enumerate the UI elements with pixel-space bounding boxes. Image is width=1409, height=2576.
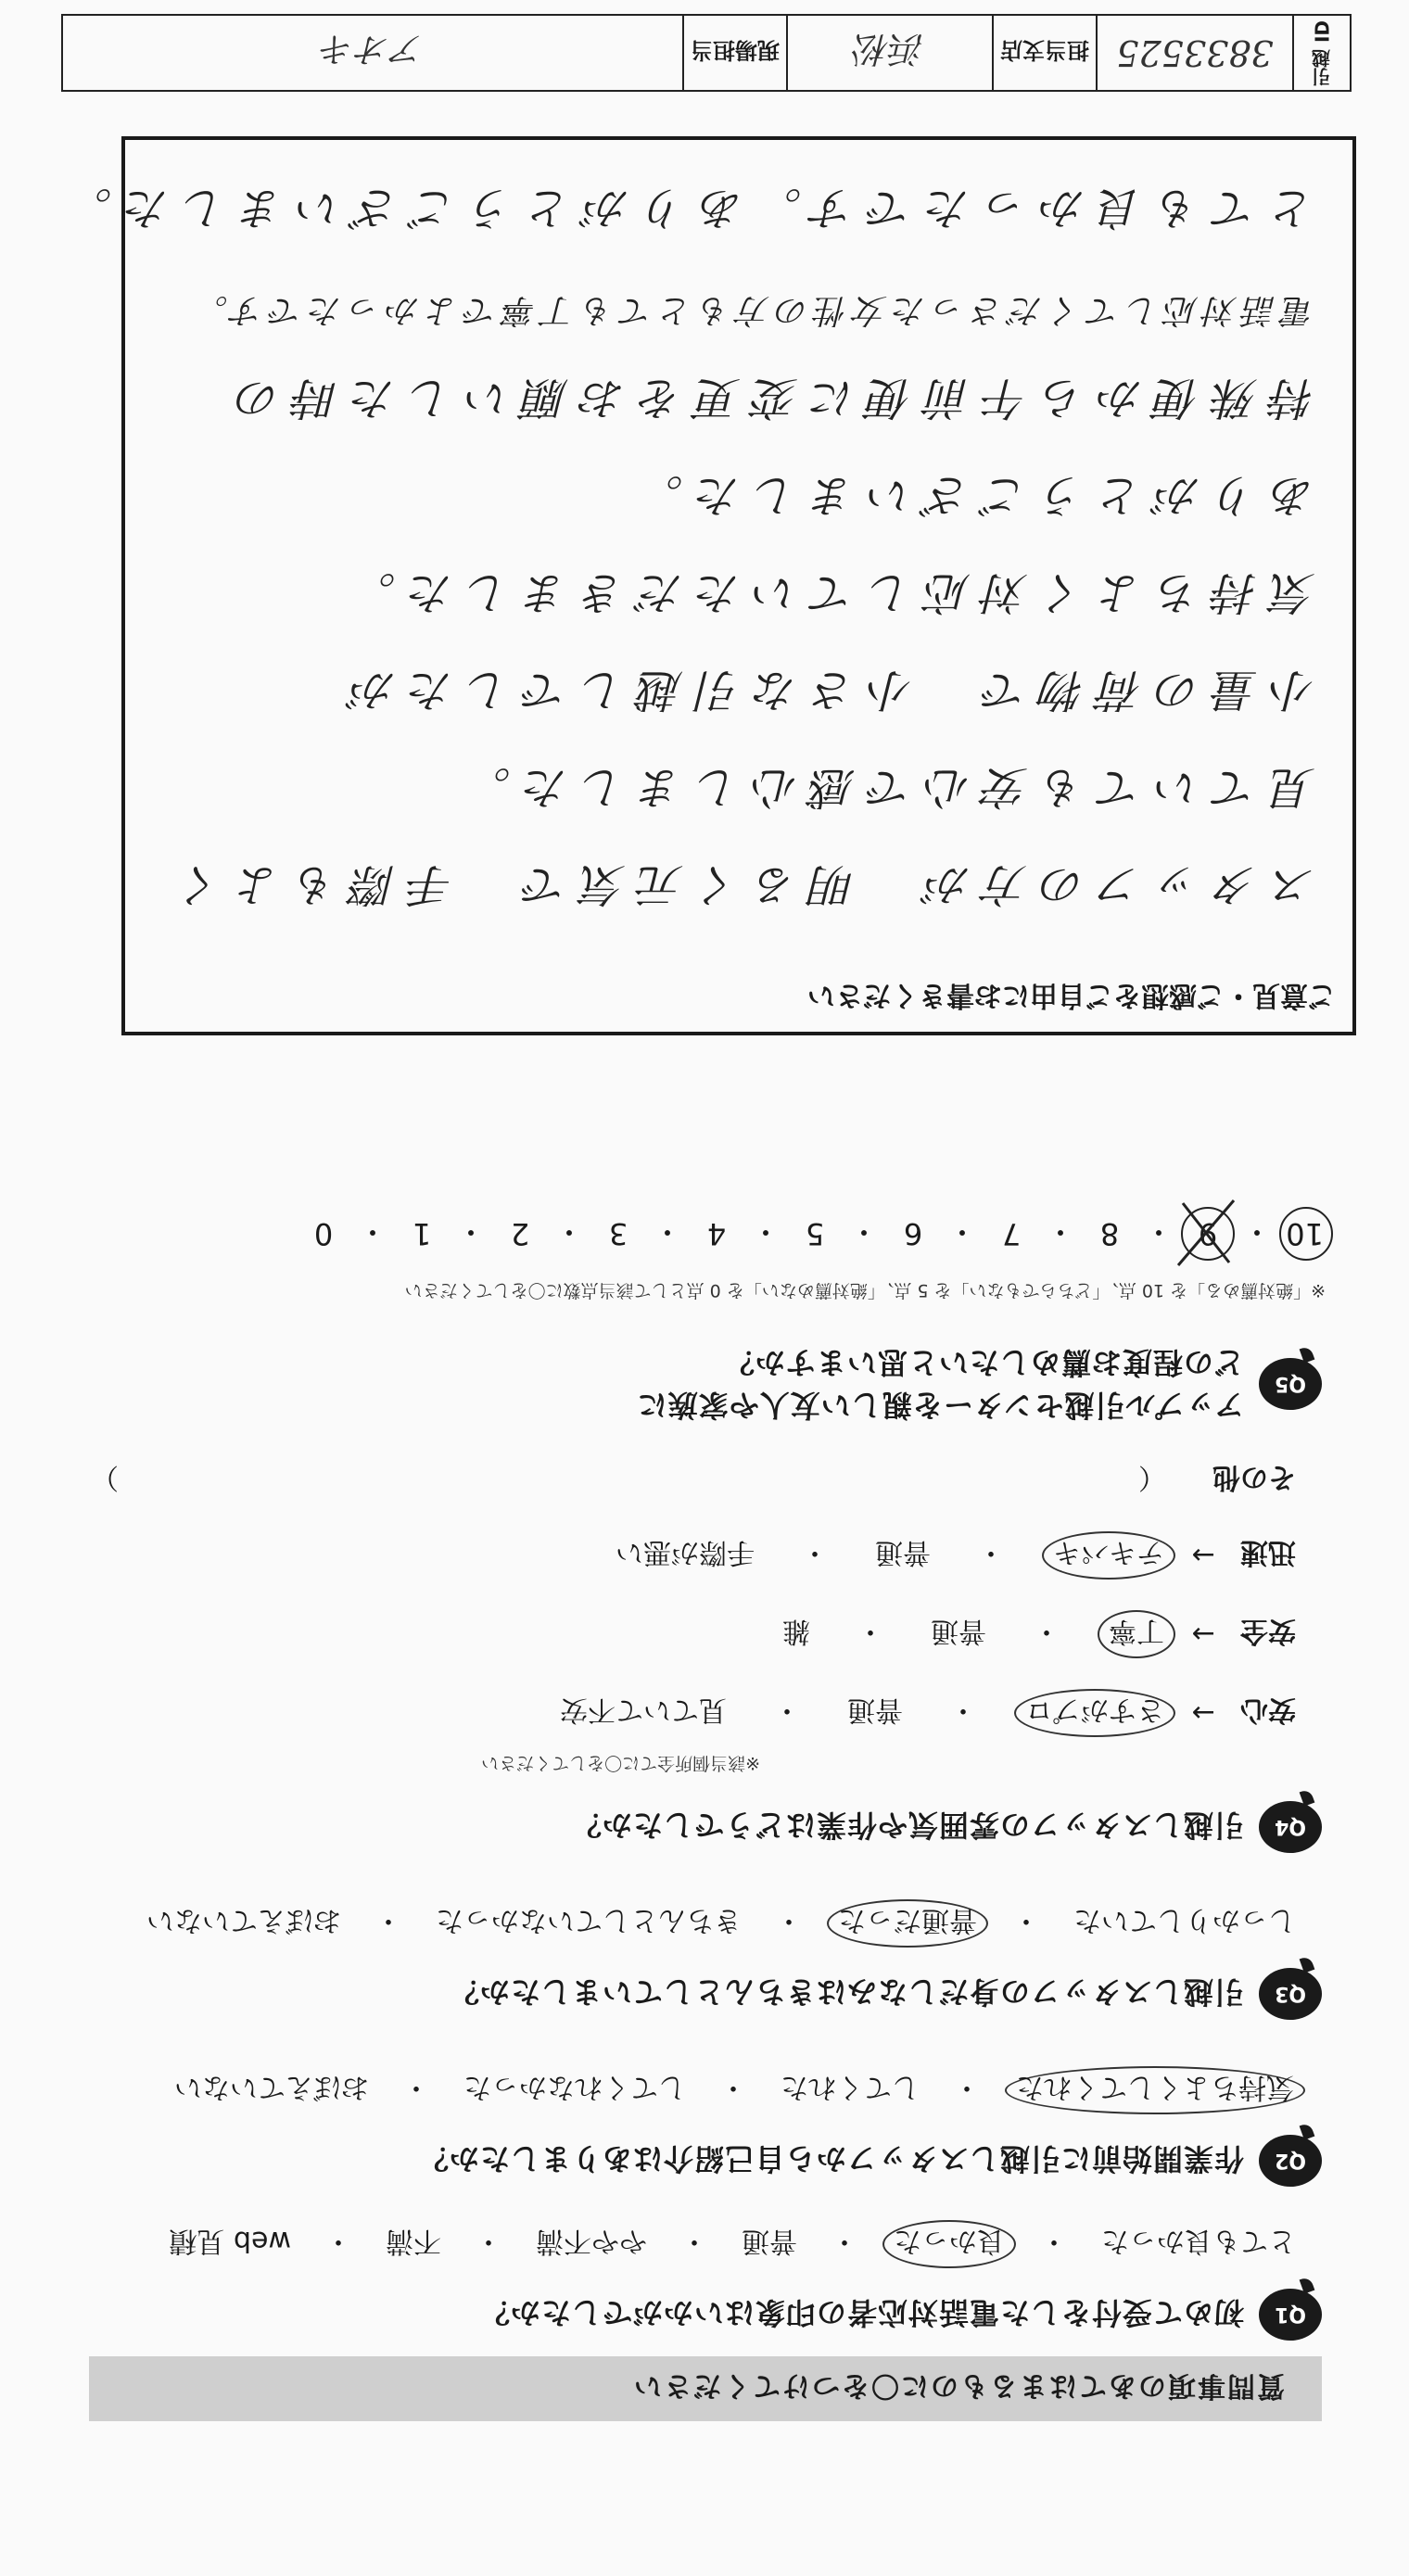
q3-option-4[interactable]: おぼえていない: [146, 1904, 341, 1936]
q1-options: とても良かった ・ 良かった ・ 普通 ・ やや不満 ・ 不満 ・ web 見積: [159, 2220, 1305, 2268]
comment-line-5: ありがとうございました。: [625, 469, 1315, 521]
q3-option-2[interactable]: 普通だった: [827, 1899, 988, 1948]
arrow-icon: →: [1191, 1539, 1215, 1572]
comment-title: ご意見・ご感想をご自由にお書きください: [807, 979, 1336, 1011]
q4-row-3-label: 迅速: [1240, 1536, 1296, 1568]
q4-heading: [571, 1801, 1322, 1853]
q3-question: 引越しスタッフの身だしなみはきちんとしていましたか？: [448, 1974, 1244, 2010]
q4-row-1-option-1[interactable]: さすがプロ: [1014, 1689, 1175, 1737]
comment-line-8: とても良かったです。ありがとうございました。: [54, 182, 1315, 234]
scale-9-label: 9: [1198, 1216, 1218, 1251]
staff-label: 現場担当: [682, 16, 786, 90]
q1-option-3[interactable]: 普通: [742, 2225, 797, 2257]
q3-options: しっかりしていた ・ 普通だった ・ きちんとしていなかった ・ おぼえていない: [137, 1899, 1305, 1948]
q5-heading: [637, 1341, 1322, 1427]
q5-number: Q5: [1275, 1372, 1307, 1396]
q4-row-2-option-1[interactable]: 丁寧: [1098, 1610, 1175, 1658]
comment-line-3: 小量の荷物で 小さな引越しでしたが: [337, 664, 1315, 716]
comment-line-4: 気持ちよく対応していただきました。: [337, 566, 1315, 618]
q4-other-open: （: [1138, 1461, 1166, 1493]
q3-number: Q3: [1275, 1982, 1307, 2006]
scale-4[interactable]: [699, 1216, 734, 1251]
id-value[interactable]: 3833525: [1096, 16, 1292, 90]
scale-1[interactable]: [404, 1216, 439, 1251]
q2-number: Q2: [1275, 2149, 1307, 2173]
id-table: [61, 14, 1352, 92]
q5-badge: [1259, 1358, 1322, 1410]
comment-box[interactable]: [54, 136, 1356, 1035]
q4-other-row: [91, 1460, 1296, 1501]
q2-question: 作業開始前に引越しスタッフから自己紹介はありましたか？: [417, 2141, 1244, 2176]
comment-line-2: 見ていても安心で感心しました。: [452, 761, 1315, 813]
q4-row-1-label: 安心: [1240, 1694, 1296, 1726]
q2-option-4[interactable]: おぼえていない: [174, 2071, 369, 2103]
q2-options: 気持ちよくしてくれた ・ してくれた ・ してくれなかった ・ おぼえていない: [165, 2066, 1305, 2114]
comment-line-6: 特殊便から午前便に変更をお願いした時の: [222, 372, 1315, 424]
scale-1-label: 1: [412, 1216, 432, 1251]
comment-line-7: 電話対応してくださった女性の方もとても丁寧でよかったです。: [188, 291, 1315, 329]
q1-option-6[interactable]: web 見積: [169, 2225, 291, 2257]
q4-row-3-option-3[interactable]: 手際が悪い: [616, 1536, 755, 1568]
q1-option-5[interactable]: 不満: [386, 2225, 441, 2257]
q2-option-1[interactable]: 気持ちよくしてくれた: [1005, 2066, 1305, 2114]
q1-option-2[interactable]: 良かった: [882, 2220, 1016, 2268]
q1-number: Q1: [1275, 2303, 1307, 2327]
q4-row-2-label: 安全: [1240, 1615, 1296, 1647]
q3-badge: [1259, 1968, 1322, 2020]
q4-other-close: ）: [91, 1461, 119, 1493]
q2-option-2[interactable]: してくれた: [781, 2071, 920, 2103]
scale-6[interactable]: [895, 1216, 931, 1251]
scale-0-label: 0: [313, 1216, 334, 1251]
scale-7[interactable]: [994, 1216, 1029, 1251]
staff-value[interactable]: アオキ: [320, 29, 425, 70]
q3-heading: [449, 1968, 1322, 2020]
scale-3-label: 3: [608, 1216, 628, 1251]
q4-other-label: その他: [1212, 1461, 1296, 1493]
q4-badge: [1259, 1801, 1322, 1853]
q4-row-jinsoku: 迅速 → テキパキ ・ 普通 ・ 手際が悪い: [606, 1531, 1296, 1580]
branch-label: 担当支店: [992, 16, 1096, 90]
comment-line-1: スタッフの方が 明るく元気で 手際もよく: [165, 858, 1315, 910]
q1-question: 初めて受付をした電話対応者の印象はいかがでしたか？: [478, 2295, 1244, 2330]
branch-value[interactable]: 浜松: [786, 16, 992, 90]
q1-option-1[interactable]: とても良かった: [1101, 2225, 1296, 2257]
q2-option-3[interactable]: してくれなかった: [463, 2071, 686, 2103]
scale-8-label: 8: [1099, 1216, 1120, 1251]
scale-10[interactable]: [1288, 1216, 1324, 1251]
scale-5-label: 5: [805, 1216, 825, 1251]
scale-2-label: 2: [510, 1216, 530, 1251]
q1-badge: [1259, 2289, 1322, 2341]
scale-2[interactable]: [502, 1216, 538, 1251]
q4-note: ※該当個所全てに〇をしてください: [481, 1753, 760, 1773]
q5-scale: 10 ・ 9 ・ 8 ・ 7 ・ 6 ・ 5 ・ 4 ・ 3 ・ 2 ・ 1 ・ 0: [306, 1212, 1324, 1255]
q5-question-line-2: どの程度お薦めしたいと思いますか？: [723, 1345, 1244, 1380]
q1-option-4[interactable]: やや不満: [536, 2225, 647, 2257]
circle-mark-icon: [1279, 1207, 1333, 1261]
q1-heading: [479, 2289, 1322, 2341]
arrow-icon: →: [1191, 1618, 1215, 1651]
q5-note: ※「絶対薦める」を 10 点、「どちらでもない」を 5 点、「絶対薦めない」を 0 点として該当点数に〇をしてください: [404, 1280, 1326, 1301]
q4-question: 引越しスタッフの雰囲気や作業はどうでしたか？: [570, 1808, 1244, 1843]
q5-question-line-1: アップル引越センターを親しい友人や家族に: [636, 1388, 1244, 1423]
scale-5[interactable]: [797, 1216, 832, 1251]
instruction-banner: [89, 2356, 1322, 2421]
scale-8[interactable]: [1092, 1216, 1127, 1251]
scale-10-label: 10: [1286, 1216, 1324, 1251]
scale-9[interactable]: [1190, 1216, 1225, 1251]
q4-row-1-option-2[interactable]: 普通: [847, 1694, 903, 1726]
scale-3[interactable]: [601, 1216, 636, 1251]
q4-row-3-option-2[interactable]: 普通: [875, 1536, 931, 1568]
q4-row-2-option-3[interactable]: 雑: [782, 1615, 810, 1647]
scale-0[interactable]: [306, 1216, 341, 1251]
q4-row-2-option-2[interactable]: 普通: [931, 1615, 986, 1647]
q4-row-1-option-3[interactable]: 見ていて不安: [560, 1694, 727, 1726]
q3-option-3[interactable]: きちんとしていなかった: [436, 1904, 742, 1936]
q4-row-3-option-1[interactable]: テキパキ: [1042, 1531, 1175, 1580]
q2-heading: [418, 2135, 1322, 2187]
arrow-icon: →: [1191, 1696, 1215, 1730]
q2-badge: [1259, 2135, 1322, 2187]
scale-4-label: 4: [706, 1216, 727, 1251]
cross-out-icon: [1174, 1196, 1238, 1270]
q3-option-1[interactable]: しっかりしていた: [1073, 1904, 1296, 1936]
instruction-text: 質問事項のあてはまるものに〇をつけてください: [632, 2369, 1285, 2402]
scale-7-label: 7: [1001, 1216, 1022, 1251]
q4-row-anshin: 安心 → さすがプロ ・ 普通 ・ 見ていて不安: [551, 1689, 1296, 1737]
id-label: 引越 ID: [1292, 16, 1350, 90]
q4-row-anzen: 安全 → 丁寧 ・ 普通 ・ 雑: [773, 1610, 1296, 1658]
scale-6-label: 6: [903, 1216, 923, 1251]
q4-number: Q4: [1275, 1815, 1307, 1839]
